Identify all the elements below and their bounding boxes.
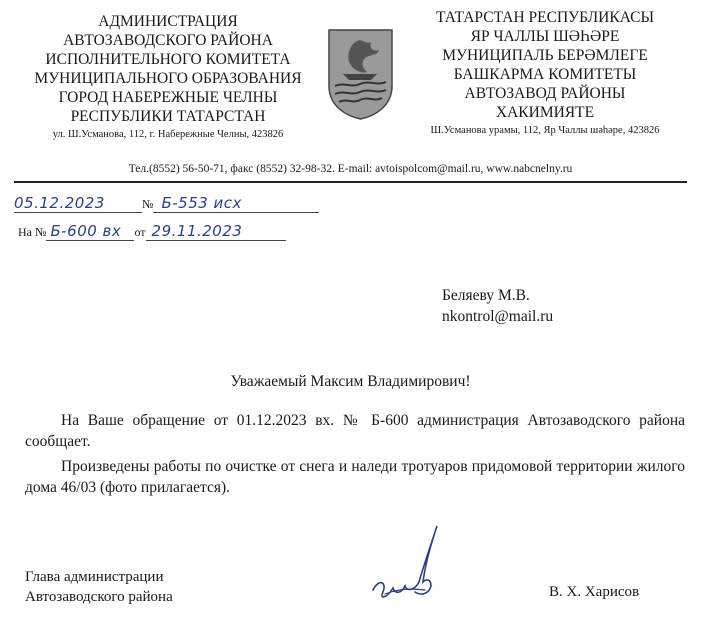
body-paragraph-1: На Ваше обращение от 01.12.2023 вх. № Б-600 администрация Автозаводского района сообщает. bbox=[25, 412, 685, 450]
incoming-from-label: от bbox=[134, 225, 146, 239]
coat-of-arms-icon bbox=[327, 28, 394, 121]
header-right-block bbox=[400, 8, 690, 138]
header-left-line: ИСПОЛНИТЕЛЬНОГО КОМИТЕТА bbox=[45, 51, 291, 68]
header-left-line: РЕСПУБЛИКИ ТАТАРСТАН bbox=[70, 108, 266, 125]
signatory-position-line-2: Автозаводского района bbox=[25, 589, 173, 605]
body-paragraph-2: Произведены работы по очистке от снега и наледи тротуаров придомовой территории жилого дома 46/03 (фото прилагается). bbox=[25, 458, 685, 496]
incoming-number-label: На № bbox=[18, 225, 47, 239]
header-left-address: ул. Ш.Усманова, 112, г. Набережные Челны, 423826 bbox=[52, 129, 284, 140]
contacts-line: Тел.(8552) 56-50-71, факс (8552) 32-98-32. E-mail: avtoispolcom@mail.ru, www.nabcnelny.ru bbox=[128, 163, 573, 175]
header-left-line: АВТОЗАВОДСКОГО РАЙОНА bbox=[63, 32, 273, 49]
signer-name: В. Х. Харисов bbox=[549, 584, 640, 600]
handwritten-signature bbox=[365, 520, 455, 610]
outgoing-number-label: № bbox=[142, 197, 154, 211]
outgoing-number: Б-553 исх bbox=[153, 194, 319, 213]
header-right-line: БАШКАРМА КОМИТЕТЫ bbox=[453, 66, 637, 83]
coat-of-arms-emblem bbox=[327, 28, 394, 121]
header-left-block bbox=[20, 12, 316, 142]
greeting: Уважаемый Максим Владимирович! bbox=[230, 373, 471, 390]
incoming-number: Б-600 вх bbox=[46, 222, 134, 241]
recipient-name: Беляеву М.В. bbox=[442, 287, 530, 304]
header-right-line: АВТОЗАВОД РАЙОНЫ bbox=[464, 85, 626, 102]
recipient-email: nkontrol@mail.ru bbox=[442, 308, 554, 325]
outgoing-date: 05.12.2023 bbox=[14, 194, 142, 213]
header-right-line: ТАТАРСТАН РЕСПУБЛИКАСЫ bbox=[436, 9, 654, 26]
incoming-date: 29.11.2023 bbox=[146, 222, 286, 241]
recipient-block bbox=[442, 285, 553, 327]
header-right-line: ХАКИМИЯТЕ bbox=[495, 104, 595, 121]
registration-incoming bbox=[18, 222, 286, 241]
header-right-line: МУНИЦИПАЛЬ БЕРӘМЛЕГЕ bbox=[442, 47, 648, 64]
header-right-line: ЯР ЧАЛЛЫ ШӘҺӘРЕ bbox=[470, 28, 620, 45]
header-divider bbox=[14, 181, 687, 183]
header-left-line: МУНИЦИПАЛЬНОГО ОБРАЗОВАНИЯ bbox=[34, 70, 302, 87]
header-right-address: Ш.Усманова урамы, 112, Яр Чаллы шәһәре, 423826 bbox=[430, 125, 660, 136]
signatory-position-line-1: Глава администрации bbox=[25, 569, 164, 585]
signatory-position bbox=[25, 567, 173, 607]
signature-icon bbox=[365, 520, 455, 610]
header-left-line: ГОРОД НАБЕРЕЖНЫЕ ЧЕЛНЫ bbox=[58, 89, 278, 106]
header-left-line: АДМИНИСТРАЦИЯ bbox=[98, 13, 238, 30]
registration-outgoing bbox=[14, 194, 319, 213]
